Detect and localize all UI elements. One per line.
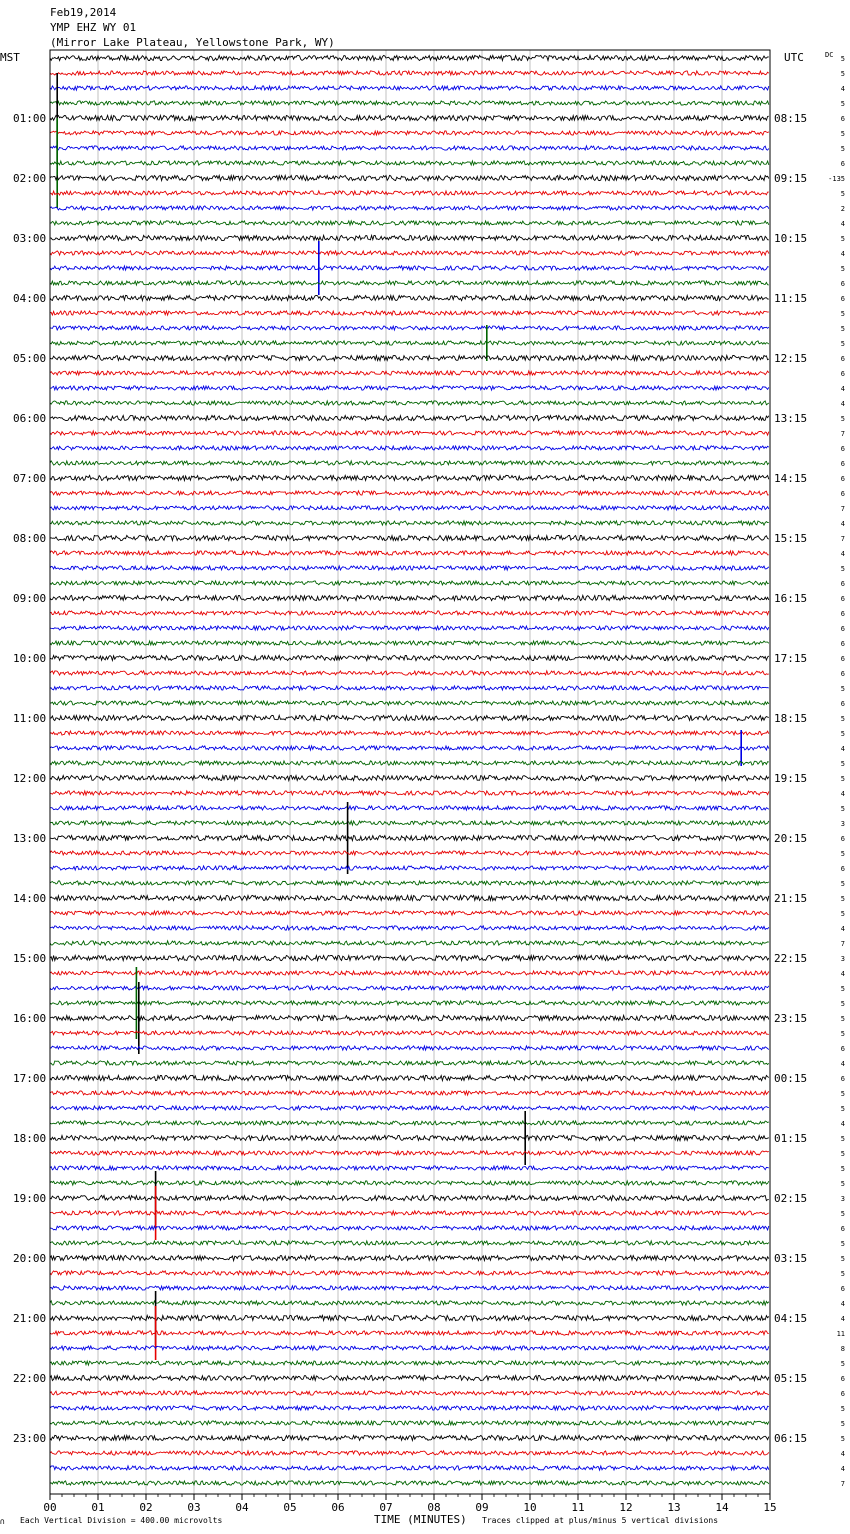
- trace-line: [50, 775, 769, 780]
- dc-offset-value: 5: [840, 265, 845, 273]
- dc-offset-value: 5: [840, 565, 845, 573]
- dc-offset-value: 5: [840, 1030, 845, 1038]
- dc-offset-value: 4: [840, 1450, 845, 1458]
- dc-offset-value: 4: [840, 520, 845, 528]
- mst-hour-label: 02:00: [13, 172, 47, 185]
- utc-hour-label: 12:15: [774, 352, 808, 365]
- trace-line: [50, 1451, 769, 1455]
- trace-line: [50, 911, 769, 915]
- utc-hour-label: 10:15: [774, 232, 808, 245]
- dc-offset-value: 7: [840, 940, 845, 948]
- trace-line: [50, 715, 769, 720]
- dc-offset-value: 7: [840, 1480, 845, 1488]
- trace-line: [50, 386, 769, 390]
- utc-hour-label: 13:15: [774, 412, 808, 425]
- dc-offset-value: 6: [840, 865, 845, 873]
- trace-line: [50, 326, 769, 330]
- dc-offset-value: 5: [840, 190, 845, 198]
- trace-line: [50, 1226, 769, 1230]
- utc-hour-label: 15:15: [774, 532, 808, 545]
- dc-offset-value: 6: [840, 1285, 845, 1293]
- dc-offset-value: 6: [840, 445, 845, 453]
- dc-offset-value: 4: [840, 385, 845, 393]
- dc-offset-value: 7: [840, 505, 845, 513]
- utc-hour-label: 17:15: [774, 652, 808, 665]
- dc-offset-value: 3: [840, 820, 845, 828]
- trace-line: [50, 866, 769, 870]
- trace-line: [50, 851, 769, 855]
- dc-offset-value: 4: [840, 550, 845, 558]
- mst-hour-label: 01:00: [13, 112, 47, 125]
- trace-line: [50, 1466, 769, 1470]
- trace-line: [50, 1241, 769, 1245]
- x-axis-title: TIME (MINUTES): [374, 1513, 467, 1526]
- dc-offset-value: 5: [840, 715, 845, 723]
- trace-line: [50, 806, 769, 810]
- trace-line: [50, 221, 769, 225]
- dc-offset-value: 5: [840, 880, 845, 888]
- scale-note: Each Vertical Division = 400.00 microvolts: [20, 1516, 223, 1525]
- trace-line: [50, 235, 769, 240]
- dc-offset-value: 5: [840, 910, 845, 918]
- dc-offset-value: 5: [840, 760, 845, 768]
- mst-hour-label: 04:00: [13, 292, 47, 305]
- trace-line: [50, 55, 769, 60]
- trace-line: [50, 1181, 769, 1185]
- mst-hour-label: 05:00: [13, 352, 47, 365]
- dc-offset-value: 5: [840, 1150, 845, 1158]
- dc-offset-value: 3: [840, 955, 845, 963]
- dc-offset-value: 5: [840, 1405, 845, 1413]
- corner-mark: ∩: [0, 1517, 5, 1526]
- trace-line: [50, 1061, 769, 1065]
- utc-hour-label: 05:15: [774, 1372, 808, 1385]
- mst-hour-label: 21:00: [13, 1312, 47, 1325]
- trace-line: [50, 641, 769, 645]
- trace-line: [50, 566, 769, 570]
- x-tick-label: 05: [283, 1501, 297, 1514]
- dc-offset-value: 3: [840, 1195, 845, 1203]
- dc-offset-value: 5: [840, 1435, 845, 1443]
- dc-offset-value: 5: [840, 985, 845, 993]
- trace-line: [50, 175, 769, 180]
- x-tick-label: 01: [91, 1501, 105, 1514]
- x-tick-label: 14: [715, 1501, 729, 1514]
- minute-grid: [98, 50, 722, 1494]
- dc-offset-value: 4: [840, 1315, 845, 1323]
- dc-offset-value: 6: [840, 1390, 845, 1398]
- utc-hour-label: 00:15: [774, 1072, 808, 1085]
- dc-offset-value: 11: [836, 1330, 845, 1338]
- dc-offset-value: 5: [840, 1000, 845, 1008]
- trace-line: [50, 161, 769, 165]
- trace-line: [50, 731, 769, 735]
- utc-hour-label: 04:15: [774, 1312, 808, 1325]
- dc-offset-value: 5: [840, 235, 845, 243]
- dc-offset-value: 5: [840, 1180, 845, 1188]
- mst-hour-label: 12:00: [13, 772, 47, 785]
- dc-offset-value: 5: [840, 415, 845, 423]
- dc-offset-value: 5: [840, 145, 845, 153]
- dc-offset-value: 5: [840, 1255, 845, 1263]
- mst-hour-label: 18:00: [13, 1132, 47, 1145]
- x-tick-label: 03: [187, 1501, 201, 1514]
- trace-line: [50, 746, 769, 750]
- dc-offset-value: 5: [840, 895, 845, 903]
- trace-line: [50, 1046, 769, 1050]
- trace-line: [50, 341, 769, 345]
- trace-line: [50, 1211, 769, 1215]
- trace-line: [50, 371, 769, 375]
- trace-line: [50, 595, 769, 600]
- trace-line: [50, 1286, 769, 1290]
- utc-hour-label: 14:15: [774, 472, 808, 485]
- dc-offset-value: 6: [840, 160, 845, 168]
- trace-line: [50, 1121, 769, 1125]
- header-location: (Mirror Lake Plateau, Yellowstone Park, WY): [50, 36, 335, 49]
- trace-line: [50, 86, 769, 90]
- mst-hour-label: 07:00: [13, 472, 47, 485]
- dc-offset-value: 4: [840, 220, 845, 228]
- trace-line: [50, 506, 769, 510]
- trace-line: [50, 611, 769, 615]
- mst-hour-label: 09:00: [13, 592, 47, 605]
- dc-offset-value: 6: [840, 1045, 845, 1053]
- dc-offset-value: 5: [840, 1420, 845, 1428]
- trace-line: [50, 535, 769, 540]
- trace-line: [50, 941, 769, 945]
- dc-offset-value: 4: [840, 1465, 845, 1473]
- trace-line: [50, 1166, 769, 1170]
- trace-line: [50, 1001, 769, 1005]
- dc-offset-value: 6: [840, 490, 845, 498]
- dc-offset-value: 4: [840, 745, 845, 753]
- mst-hour-label: 03:00: [13, 232, 47, 245]
- dc-offset-value: 6: [840, 475, 845, 483]
- trace-line: [50, 115, 769, 120]
- trace-line: [50, 955, 769, 960]
- clip-note: Traces clipped at plus/minus 5 vertical divisions: [482, 1516, 719, 1525]
- trace-line: [50, 1391, 769, 1395]
- trace-line: [50, 1421, 769, 1425]
- trace-line: [50, 551, 769, 555]
- trace-line: [50, 1301, 769, 1305]
- header-date: Feb19,2014: [50, 6, 117, 19]
- trace-line: [50, 686, 769, 690]
- trace-line: [50, 1255, 769, 1260]
- trace-group: [50, 55, 769, 1485]
- mst-hour-label: 16:00: [13, 1012, 47, 1025]
- utc-hour-label: 18:15: [774, 712, 808, 725]
- x-tick-label: 04: [235, 1501, 249, 1514]
- dc-offset-value: 6: [840, 640, 845, 648]
- trace-line: [50, 1106, 769, 1110]
- dc-offset-value: 6: [840, 1075, 845, 1083]
- dc-offset-value: 6: [840, 700, 845, 708]
- mst-hour-label: 13:00: [13, 832, 47, 845]
- dc-offset-value: 5: [840, 130, 845, 138]
- trace-line: [50, 1361, 769, 1365]
- trace-line: [50, 1406, 769, 1410]
- dc-offset-value: 2: [840, 205, 845, 213]
- dc-offset-value: 6: [840, 460, 845, 468]
- mst-hour-label: 14:00: [13, 892, 47, 905]
- dc-offset-value: 6: [840, 355, 845, 363]
- dc-offset-value: 4: [840, 250, 845, 258]
- dc-label: DC: [825, 51, 834, 59]
- dc-offset-value: 5: [840, 1135, 845, 1143]
- mst-hour-label: 11:00: [13, 712, 47, 725]
- mst-hour-label: 19:00: [13, 1192, 47, 1205]
- trace-line: [50, 311, 769, 315]
- dc-offset-value: 5: [840, 70, 845, 78]
- dc-offset-value: 6: [840, 1225, 845, 1233]
- mst-hour-label: 10:00: [13, 652, 47, 665]
- utc-hour-label: 01:15: [774, 1132, 808, 1145]
- trace-line: [50, 655, 769, 660]
- utc-hour-label: 08:15: [774, 112, 808, 125]
- trace-line: [50, 1435, 769, 1440]
- x-tick-label: 00: [43, 1501, 57, 1514]
- utc-hour-label: 23:15: [774, 1012, 808, 1025]
- x-tick-label: 11: [571, 1501, 585, 1514]
- trace-line: [50, 701, 769, 705]
- dc-offset-group: [828, 55, 845, 1488]
- trace-line: [50, 355, 769, 360]
- trace-line: [50, 71, 769, 75]
- trace-line: [50, 415, 769, 420]
- trace-line: [50, 1346, 769, 1350]
- trace-line: [50, 881, 769, 885]
- trace-line: [50, 206, 769, 210]
- dc-offset-value: 5: [840, 730, 845, 738]
- trace-line: [50, 581, 769, 585]
- trace-line: [50, 1195, 769, 1200]
- trace-line: [50, 791, 769, 795]
- dc-offset-value: 6: [840, 670, 845, 678]
- mst-hour-label: 15:00: [13, 952, 47, 965]
- dc-offset-value: 5: [840, 340, 845, 348]
- utc-hour-label: 20:15: [774, 832, 808, 845]
- dc-offset-value: 4: [840, 925, 845, 933]
- trace-line: [50, 1031, 769, 1035]
- trace-line: [50, 1315, 769, 1320]
- left-axis-label: MST: [0, 51, 20, 64]
- mst-hour-label: 06:00: [13, 412, 47, 425]
- trace-line: [50, 475, 769, 480]
- mst-hour-label: 20:00: [13, 1252, 47, 1265]
- dc-offset-value: 5: [840, 1360, 845, 1368]
- dc-offset-value: 5: [840, 1210, 845, 1218]
- dc-offset-value: 5: [840, 1015, 845, 1023]
- dc-offset-value: 5: [840, 55, 845, 63]
- dc-offset-value: 4: [840, 85, 845, 93]
- trace-line: [50, 431, 769, 435]
- mst-hour-label: 08:00: [13, 532, 47, 545]
- utc-hour-label: 21:15: [774, 892, 808, 905]
- mst-hour-label: 23:00: [13, 1432, 47, 1445]
- trace-line: [50, 266, 769, 270]
- header-station: YMP EHZ WY 01: [50, 21, 137, 34]
- dc-offset-value: 5: [840, 805, 845, 813]
- x-tick-label: 06: [331, 1501, 345, 1514]
- dc-offset-value: 5: [840, 325, 845, 333]
- trace-line: [50, 101, 769, 105]
- dc-offset-value: 5: [840, 685, 845, 693]
- trace-line: [50, 1075, 769, 1080]
- dc-offset-value: 5: [840, 310, 845, 318]
- trace-line: [50, 1091, 769, 1095]
- trace-line: [50, 835, 769, 840]
- dc-offset-value: 4: [840, 1060, 845, 1068]
- right-axis-label: UTC: [784, 51, 804, 64]
- x-tick-label: 12: [619, 1501, 633, 1514]
- utc-hour-label: 19:15: [774, 772, 808, 785]
- dc-offset-value: 5: [840, 1090, 845, 1098]
- dc-offset-value: 5: [840, 1165, 845, 1173]
- trace-line: [50, 191, 769, 195]
- trace-line: [50, 895, 769, 900]
- utc-hour-label: 03:15: [774, 1252, 808, 1265]
- dc-offset-value: 4: [840, 1120, 845, 1128]
- x-tick-label: 15: [763, 1501, 777, 1514]
- trace-line: [50, 1271, 769, 1275]
- utc-hour-label: 11:15: [774, 292, 808, 305]
- trace-line: [50, 521, 769, 525]
- trace-line: [50, 295, 769, 300]
- dc-offset-value: 4: [840, 790, 845, 798]
- dc-offset-value: 8: [840, 1345, 845, 1353]
- dc-offset-value: -135: [828, 175, 845, 183]
- dc-offset-value: 6: [840, 370, 845, 378]
- trace-line: [50, 131, 769, 135]
- dc-offset-value: 6: [840, 1375, 845, 1383]
- trace-line: [50, 761, 769, 765]
- utc-hour-label: 16:15: [774, 592, 808, 605]
- trace-line: [50, 401, 769, 405]
- dc-offset-value: 6: [840, 580, 845, 588]
- dc-offset-value: 5: [840, 1105, 845, 1113]
- trace-line: [50, 1135, 769, 1140]
- plot-frame: [50, 50, 770, 1494]
- utc-hour-label: 22:15: [774, 952, 808, 965]
- dc-offset-value: 6: [840, 295, 845, 303]
- mst-hour-label: 22:00: [13, 1372, 47, 1385]
- dc-offset-value: 5: [840, 1270, 845, 1278]
- x-tick-group: [43, 1494, 776, 1514]
- dc-offset-value: 7: [840, 430, 845, 438]
- dc-offset-value: 6: [840, 835, 845, 843]
- trace-line: [50, 1151, 769, 1155]
- trace-line: [50, 986, 769, 990]
- trace-line: [50, 971, 769, 975]
- trace-line: [50, 446, 769, 450]
- x-tick-label: 07: [379, 1501, 393, 1514]
- trace-line: [50, 461, 769, 465]
- mst-hour-label: 17:00: [13, 1072, 47, 1085]
- dc-offset-value: 6: [840, 115, 845, 123]
- x-tick-label: 02: [139, 1501, 153, 1514]
- utc-hour-label: 02:15: [774, 1192, 808, 1205]
- x-tick-label: 09: [475, 1501, 489, 1514]
- trace-line: [50, 146, 769, 150]
- dc-offset-value: 4: [840, 1300, 845, 1308]
- dc-offset-value: 6: [840, 280, 845, 288]
- trace-line: [50, 1481, 769, 1485]
- trace-line: [50, 1331, 769, 1335]
- dc-offset-value: 5: [840, 100, 845, 108]
- x-tick-label: 10: [523, 1501, 537, 1514]
- dc-offset-value: 5: [840, 850, 845, 858]
- dc-offset-value: 5: [840, 775, 845, 783]
- trace-line: [50, 626, 769, 630]
- trace-line: [50, 1015, 769, 1020]
- dc-offset-value: 4: [840, 970, 845, 978]
- dc-offset-value: 4: [840, 400, 845, 408]
- dc-offset-value: 6: [840, 655, 845, 663]
- trace-line: [50, 671, 769, 675]
- utc-hour-label: 06:15: [774, 1432, 808, 1445]
- dc-offset-value: 6: [840, 610, 845, 618]
- trace-line: [50, 281, 769, 285]
- x-tick-label: 08: [427, 1501, 441, 1514]
- dc-offset-value: 6: [840, 595, 845, 603]
- x-tick-label: 13: [667, 1501, 681, 1514]
- trace-line: [50, 251, 769, 255]
- trace-line: [50, 926, 769, 930]
- dc-offset-value: 7: [840, 535, 845, 543]
- trace-line: [50, 491, 769, 495]
- trace-line: [50, 821, 769, 825]
- dc-offset-value: 5: [840, 1240, 845, 1248]
- dc-offset-value: 6: [840, 625, 845, 633]
- trace-line: [50, 1376, 769, 1381]
- utc-hour-label: 09:15: [774, 172, 808, 185]
